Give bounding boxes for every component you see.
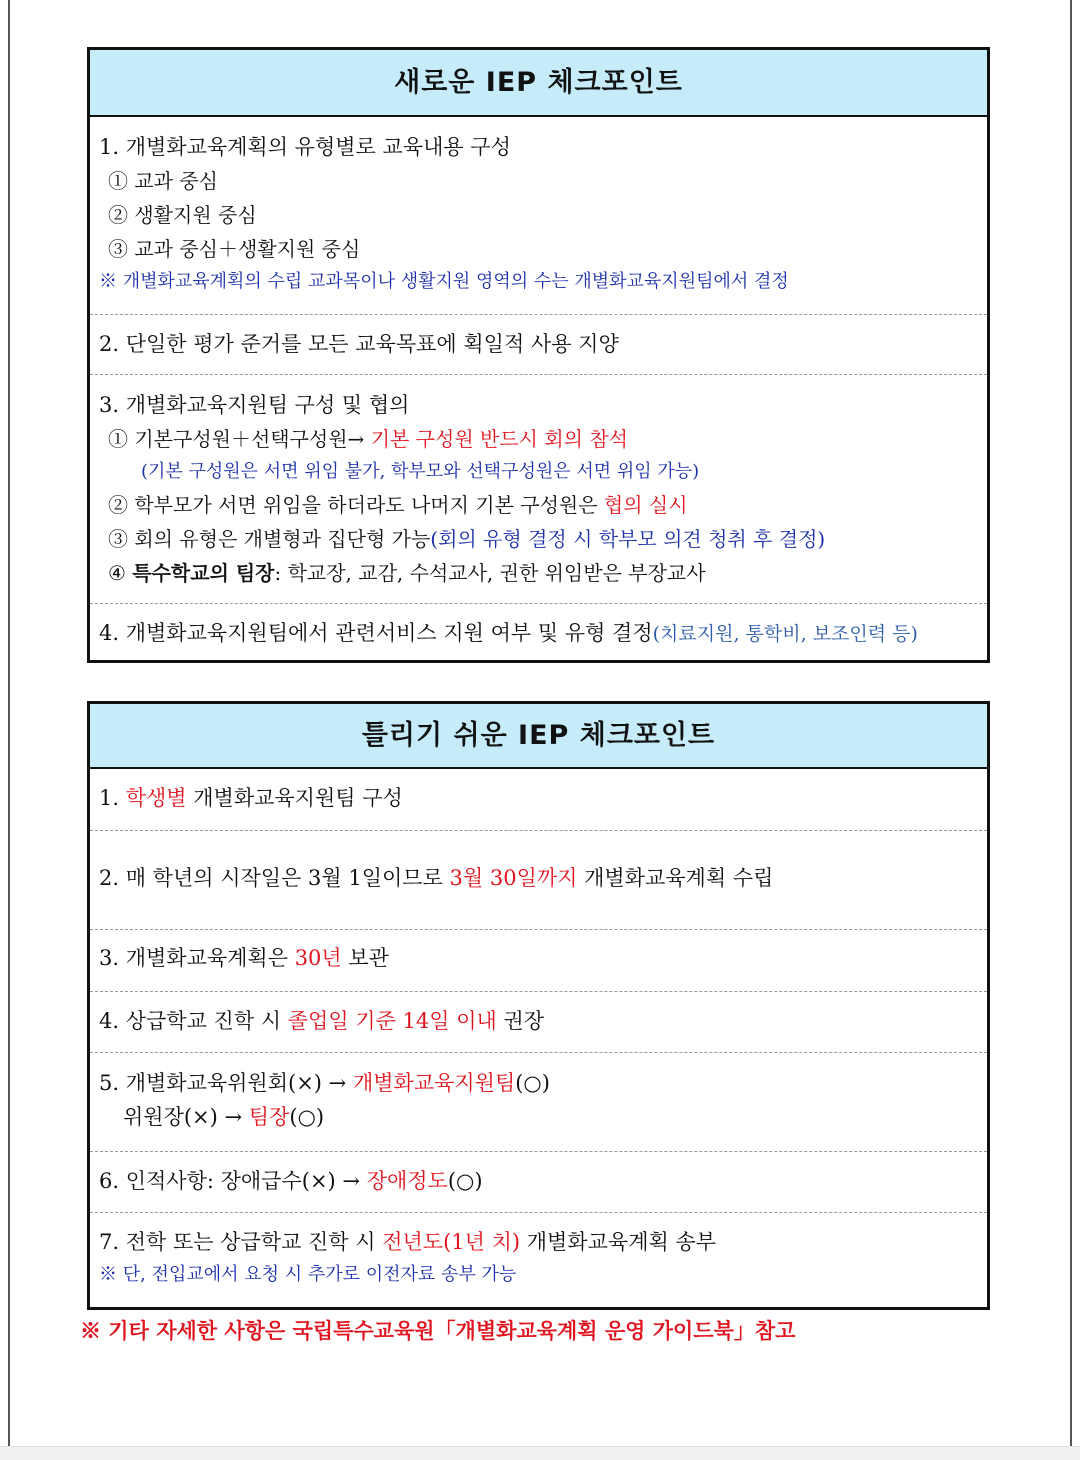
- highlight: 팀장: [248, 1105, 290, 1129]
- text: 6. 인적사항: 장애급수(×) →: [99, 1169, 367, 1193]
- common-mistakes-checkpoint-box: [87, 701, 990, 1310]
- text: 3. 개별화교육계획은: [99, 946, 295, 970]
- list-item: ② 생활지원 중심: [108, 203, 257, 227]
- section-4: [90, 604, 987, 660]
- section-1: [90, 117, 987, 315]
- row-7: [90, 1213, 987, 1307]
- row-2: [90, 831, 987, 930]
- text: (○): [515, 1071, 550, 1095]
- row-3: [90, 930, 987, 992]
- list-item: ① 교과 중심: [108, 169, 218, 193]
- text: 위원장(×) →: [123, 1105, 249, 1129]
- item-text: ① 기본구성원＋선택구성원→: [108, 427, 371, 451]
- text: 2. 매 학년의 시작일은 3월 1일이므로: [99, 866, 450, 890]
- section-heading: 2. 단일한 평가 준거를 모든 교육목표에 획일적 사용 지양: [99, 332, 619, 356]
- box-title: 틀리기 쉬운 IEP 체크포인트: [90, 704, 987, 769]
- new-iep-checkpoint-box: [87, 47, 990, 663]
- item-bold: 특수학교의 팀장: [132, 561, 275, 585]
- row-text: [99, 1164, 987, 1198]
- page-edge-left: [8, 0, 10, 1459]
- section-3: [90, 375, 987, 604]
- note: ※ 개별화교육계획의 수립 교과목이나 생활지원 영역의 수는 개별화교육지원팀에서 결정: [99, 271, 789, 292]
- page-edge-right: [1070, 0, 1072, 1459]
- highlight: 졸업일 기준 14일 이내: [287, 1009, 497, 1033]
- row-text: [99, 1004, 987, 1038]
- row-4: [90, 992, 987, 1053]
- row-text: [99, 1066, 987, 1100]
- box-title: 새로운 IEP 체크포인트: [90, 50, 987, 117]
- row-5: [90, 1053, 987, 1152]
- sub-note: (기본 구성원은 서면 위임 불가, 학부모와 선택구성원은 서면 위임 가능): [141, 461, 700, 482]
- text: (○): [447, 1169, 483, 1193]
- text: 개별화교육계획 송부: [520, 1230, 717, 1254]
- text: 권장: [496, 1009, 545, 1033]
- section-2: [90, 315, 987, 375]
- heading-text: 4. 개별화교육지원팀에서 관련서비스 지원 여부 및 유형 결정: [99, 621, 653, 645]
- row-text: [99, 1225, 987, 1259]
- list-item: [99, 556, 987, 590]
- list-item: ③ 교과 중심＋생활지원 중심: [108, 237, 361, 261]
- highlight: 학생별: [125, 786, 187, 810]
- section-heading: [99, 616, 987, 651]
- row-text: [99, 861, 987, 895]
- item-text: ④: [108, 561, 133, 585]
- text: 보관: [341, 946, 389, 970]
- list-item: [99, 488, 987, 522]
- text: (○): [289, 1105, 325, 1129]
- row-text: [99, 1100, 987, 1134]
- highlight: 전년도(1년 치): [382, 1230, 521, 1254]
- highlight: 장애정도: [366, 1169, 448, 1193]
- highlight: 30년: [294, 946, 342, 970]
- text: 5. 개별화교육위원회(×) →: [99, 1071, 353, 1095]
- row-6: [90, 1152, 987, 1213]
- section-heading: 3. 개별화교육지원팀 구성 및 협의: [99, 393, 410, 417]
- row-text: [99, 941, 987, 975]
- list-item: [99, 522, 987, 556]
- text: 4. 상급학교 진학 시: [99, 1009, 288, 1033]
- item-text: ② 학부모가 서면 위임을 하더라도 나머지 기본 구성원은: [108, 493, 604, 517]
- footer-note: ※ 기타 자세한 사항은 국립특수교육원「개별화교육계획 운영 가이드북」참고: [80, 1318, 796, 1343]
- row-text: [99, 781, 987, 815]
- text: 개별화교육계획 수립: [577, 866, 774, 890]
- heading-note: (치료지원, 통학비, 보조인력 등): [652, 623, 918, 645]
- item-text: : 학교장, 교감, 수석교사, 권한 위임받은 부장교사: [274, 561, 706, 585]
- list-item: [99, 422, 987, 456]
- item-highlight: 기본 구성원 반드시 회의 참석: [370, 427, 628, 451]
- page-bottom-bar: [0, 1446, 1080, 1460]
- note: ※ 단, 전입교에서 요청 시 추가로 이전자료 송부 가능: [99, 1264, 517, 1285]
- item-highlight: 협의 실시: [603, 493, 688, 517]
- row-1: [90, 769, 987, 831]
- text: 개별화교육지원팀 구성: [186, 786, 403, 810]
- text: 7. 전학 또는 상급학교 진학 시: [99, 1230, 383, 1254]
- highlight: 개별화교육지원팀: [352, 1071, 516, 1095]
- item-text: ③ 회의 유형은 개별형과 집단형 가능: [108, 527, 431, 551]
- section-heading: 1. 개별화교육계획의 유형별로 교육내용 구성: [99, 135, 511, 159]
- text: 1.: [99, 786, 126, 810]
- highlight: 3월 30일까지: [449, 866, 578, 890]
- item-note: (회의 유형 결정 시 학부모 의견 청취 후 결정): [430, 527, 826, 551]
